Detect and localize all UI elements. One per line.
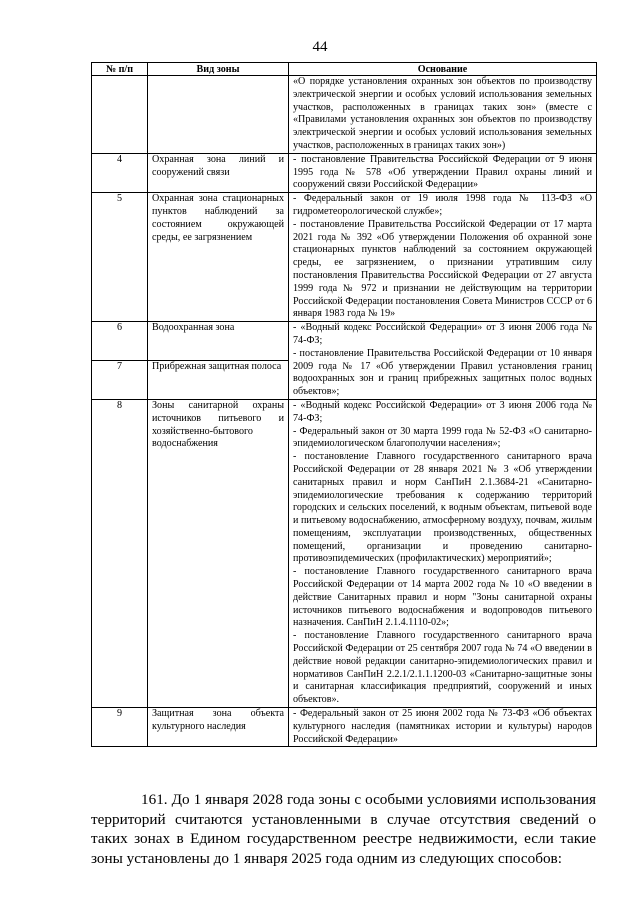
- row-number: 7: [92, 361, 148, 400]
- zones-table: [91, 62, 597, 747]
- zone-type: Охранная зона стационарных пунктов наблюдений за состоянием окружающей среды, ее загрязнением: [148, 193, 289, 322]
- zone-type: Водоохранная зона: [148, 322, 289, 361]
- basis-item: - постановление Главного государственного санитарного врача Российской Федерации от 25 сентября 2007 года № 74 «О введении в действие новой редакции санитарно-эпидемиологических правил и нормативов СанПиН 2.2.1/2.1.1.1200-03 «Санитарно-защитные зоны и санитарная классификация предприятий, сооружений и иных объектов».: [293, 630, 592, 706]
- zone-type: Зоны санитарной охраны источников питьевого и хозяйственно-бытового водоснабжения: [148, 399, 289, 707]
- zone-type: Защитная зона объекта культурного наследия: [148, 708, 289, 747]
- zone-type: [148, 76, 289, 154]
- row-number: 9: [92, 708, 148, 747]
- table-header-row: [92, 63, 597, 76]
- column-header-basis: Основание: [289, 63, 597, 76]
- row-number: 8: [92, 399, 148, 707]
- table-row: [92, 193, 597, 322]
- basis-item: «О порядке установления охранных зон объектов по производству электрической энергии и особых условий использования земельных участков, расположенных в границах таких зон» (вместе с «Правилами установления охранных зон объектов по производству электрической энергии и особых условий использования земельных участков, расположенных в границах таких зон»): [293, 76, 592, 151]
- page-number: 44: [312, 39, 328, 55]
- column-header-number: № п/п: [92, 63, 148, 76]
- row-number: [92, 76, 148, 154]
- basis-item: - Федеральный закон от 19 июля 1998 года № 113-ФЗ «О гидрометеорологической службе»;: [293, 193, 592, 217]
- basis-item: - постановление Главного государственного санитарного врача Российской Федерации от 28 января 2021 № 3 «Об утверждении санитарных правил и норм СанПиН 2.1.3684-21 «Санитарно-эпидемиологические требования к содержанию территорий городских и сельских поселений, к водным объектам, питьевой воде и питьевому водоснабжению, атмосферному воздуху, почвам, жилым помещениям, эксплуатации производственных, общественных помещений, организации и проведению санитарно-противоэпидемических (профилактических) мероприятий»;: [293, 451, 592, 565]
- basis-item: - постановление Правительства Российской Федерации от 10 января 2009 года № 17 «Об утверждении Правил установления границ водоохранных зон и границ прибрежных защитных полос водных объектов»;: [293, 347, 592, 398]
- table-row: [92, 708, 597, 747]
- basis-item: - постановление Правительства Российской Федерации от 9 июня 1995 года № 578 «Об утверждении Правил охраны линий и сооружений связи Российской Федерации»: [293, 153, 592, 191]
- basis-item: - «Водный кодекс Российской Федерации» от 3 июня 2006 года № 74-ФЗ;: [293, 322, 592, 346]
- basis-cell: [289, 193, 597, 322]
- table-row: [92, 399, 597, 707]
- basis-cell: [289, 399, 597, 707]
- basis-item: - постановление Главного государственного санитарного врача Российской Федерации от 14 марта 2002 года № 10 «О введении в действие Санитарных правил и норм "Зоны санитарной охраны источников питьевого водоснабжения и водопроводов питьевого назначения. СанПиН 2.1.4.1110-02»;: [293, 566, 592, 629]
- zone-type: Прибрежная защитная полоса: [148, 361, 289, 400]
- basis-item: - Федеральный закон от 25 июня 2002 года № 73-ФЗ «Об объектах культурного наследия (памятниках истории и культуры) народов Российской Федерации»: [293, 708, 592, 745]
- basis-cell: [289, 153, 597, 192]
- row-number: 5: [92, 193, 148, 322]
- basis-item: - постановление Правительства Российской Федерации от 17 марта 2021 года № 392 «Об утверждении Положения об охранной зоне стационарных пунктов наблюдений за состоянием окружающей среды, ее загрязнением, о признании утратившим силу постановления Правительства Российской Федерации от 27 августа 1999 года № 972 и признании не действующим на территории Российской Федерации постановления Совета Министров СССР от 6 января 1983 года № 19»: [293, 218, 592, 320]
- table-row: [92, 153, 597, 192]
- row-number: 6: [92, 322, 148, 361]
- basis-cell: [289, 76, 597, 154]
- paragraph-161: 161. До 1 января 2028 года зоны с особыми условиями использования территорий считаются установленными в случае отсутствия сведений о таких зонах в Едином государственном реестре недвижимости, если такие зоны установлены до 1 января 2025 года одним из следующих способов:: [91, 791, 596, 867]
- table-row: [92, 76, 597, 154]
- table-row: [92, 322, 597, 361]
- basis-cell: [289, 322, 597, 400]
- basis-item: - «Водный кодекс Российской Федерации» от 3 июня 2006 года № 74-ФЗ;: [293, 399, 592, 424]
- basis-item: - Федеральный закон от 30 марта 1999 года № 52-ФЗ «О санитарно-эпидемиологическом благополучии населения»;: [293, 425, 592, 450]
- basis-cell: [289, 708, 597, 747]
- row-number: 4: [92, 153, 148, 192]
- column-header-zone-type: Вид зоны: [148, 63, 289, 76]
- zone-type: Охранная зона линий и сооружений связи: [148, 153, 289, 192]
